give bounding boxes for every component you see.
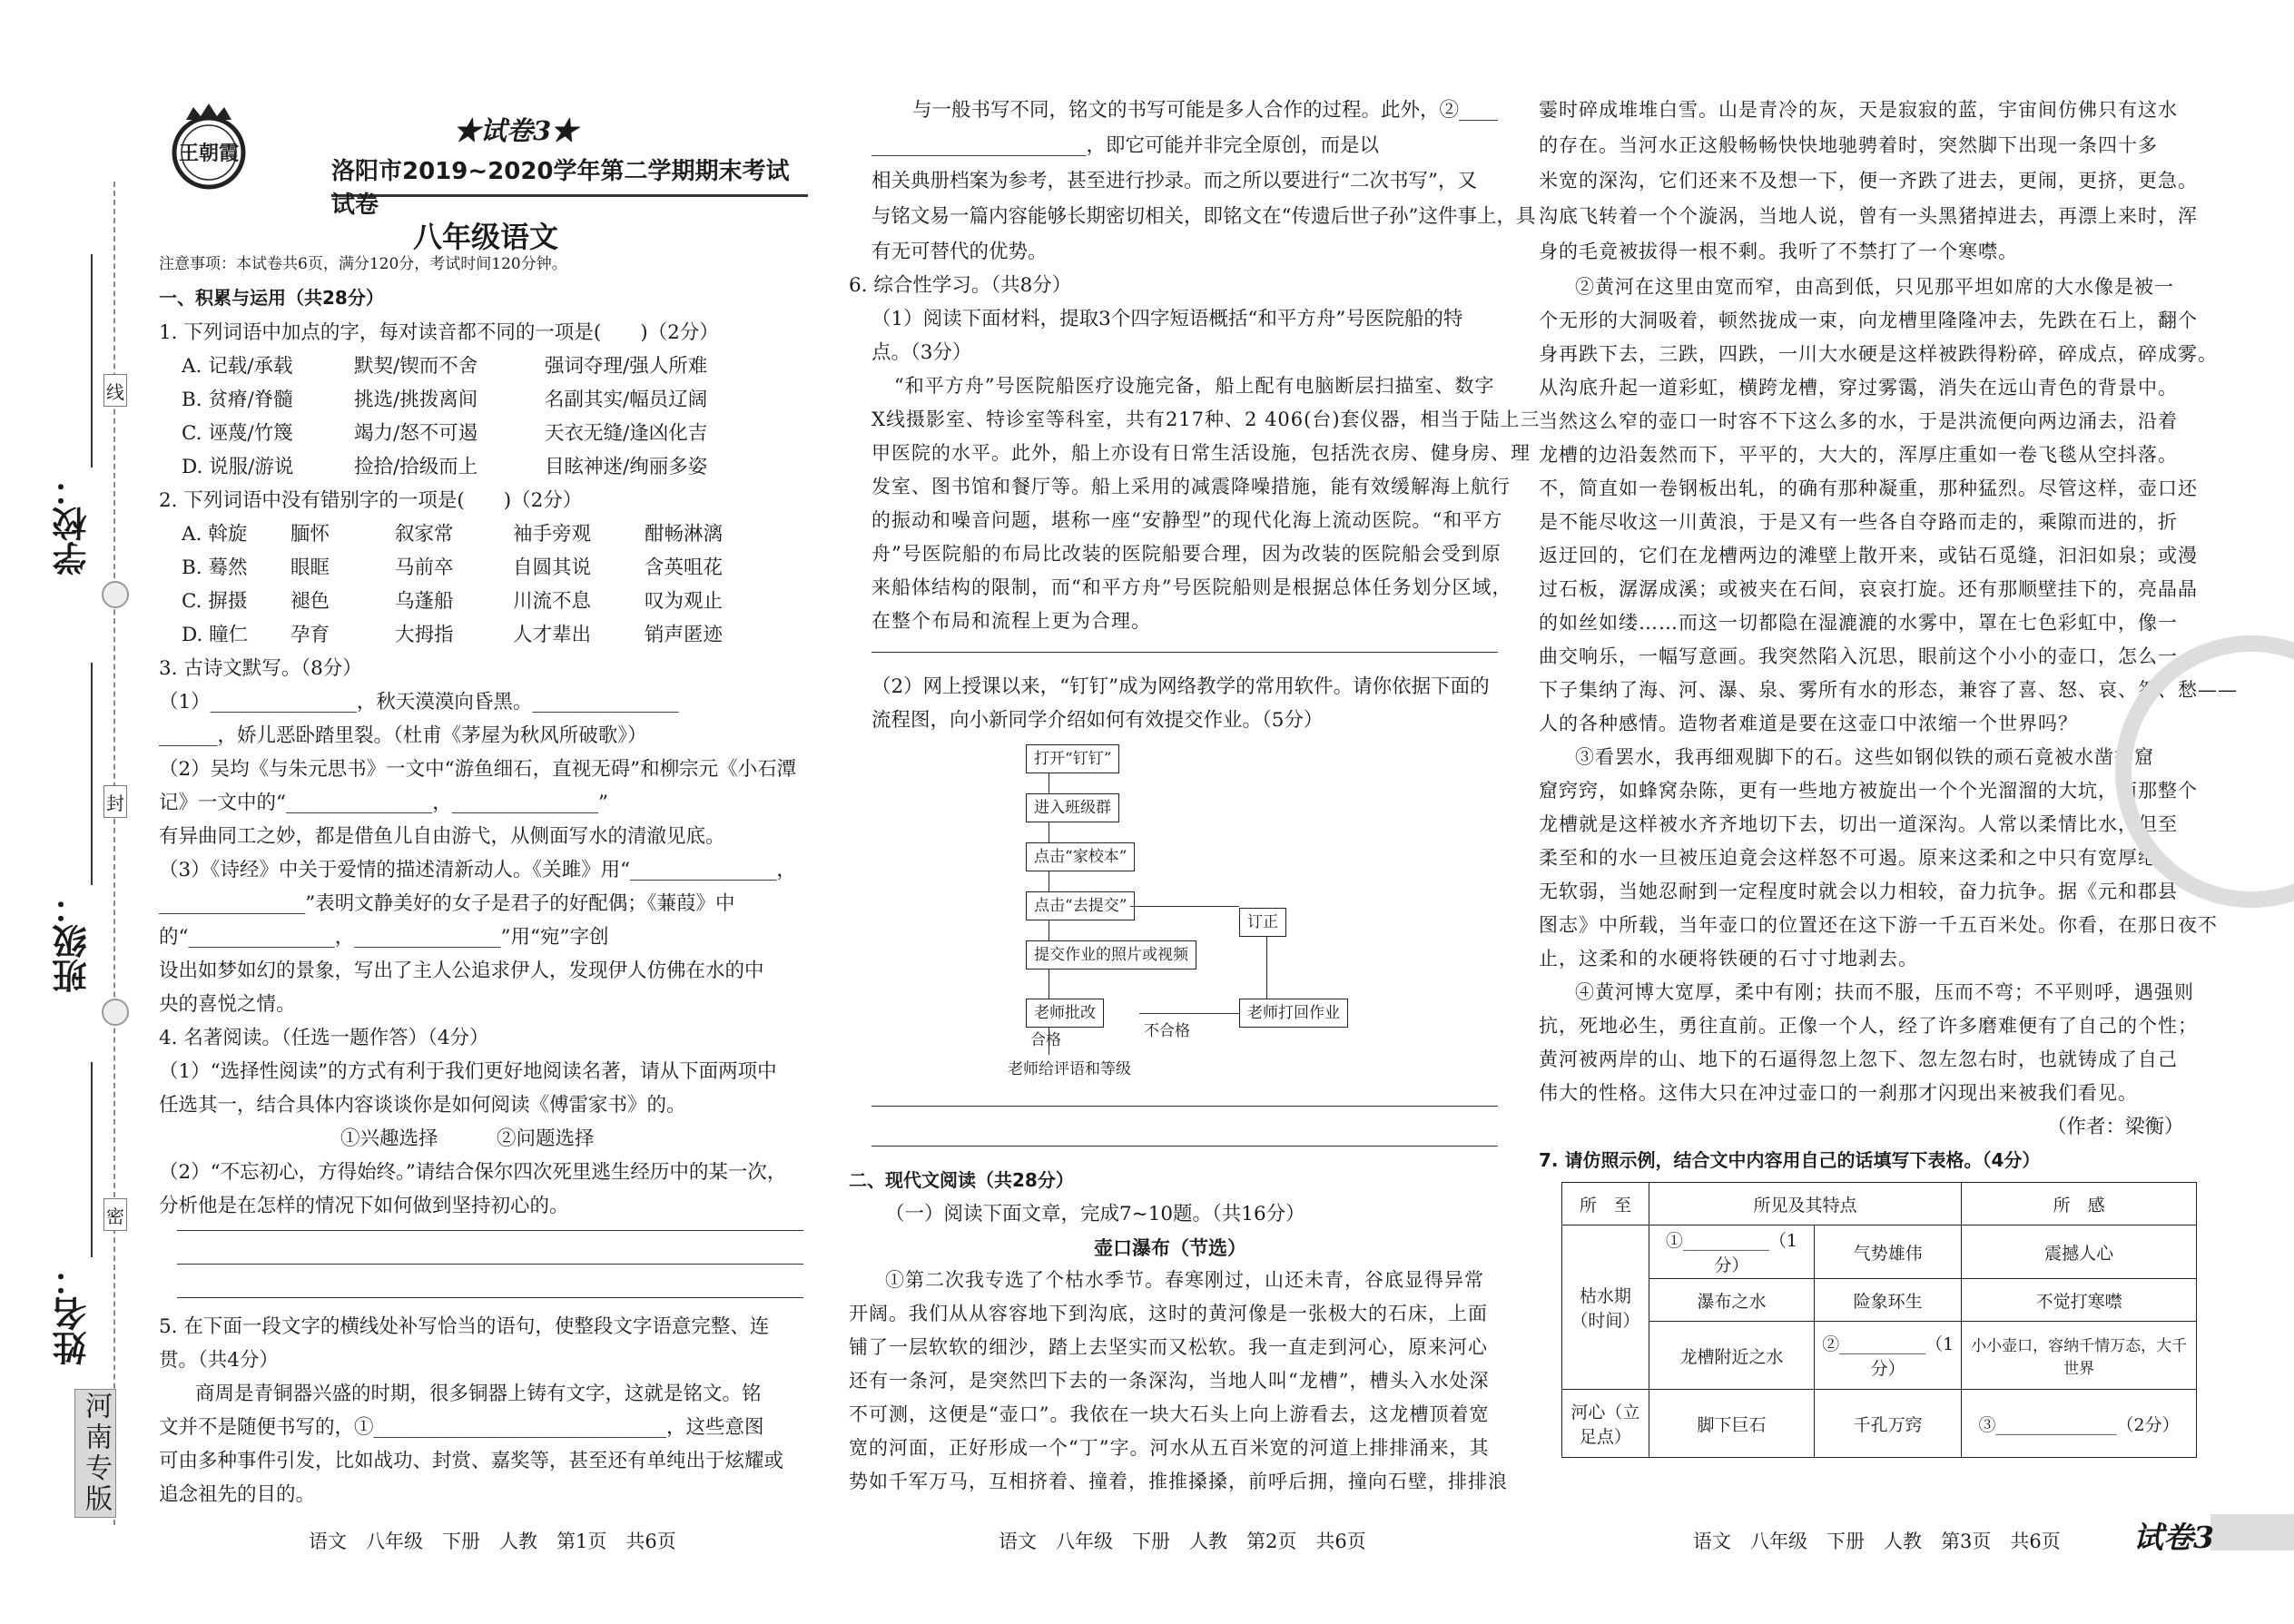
q2-option-c[interactable]: C. 摒摄 褪色 乌蓬船 川流不息 叹为观止 — [182, 590, 724, 613]
page-footer-1: 语文 八年级 下册 人教 第1页 共6页 — [309, 1530, 676, 1552]
flow-step-enter-group: 进入班级群 — [1026, 793, 1119, 822]
flow-label-fail: 不合格 — [1144, 1022, 1190, 1040]
flow-step-correct: 订正 — [1239, 908, 1286, 937]
q7-table — [1561, 1182, 2197, 1458]
answer-line[interactable] — [871, 1106, 1498, 1107]
q6-2-line-a: （2）网上授课以来，“钉钉”成为网络教学的常用软件。请你依据下面的 — [871, 675, 1490, 698]
q5-continue-3: 相关典册档案为参考，甚至进行抄录。而之所以要进行“二次书写”，又 — [871, 170, 1477, 192]
article-line: 人的各种感情。造物者难道是要在这壶口中浓缩一个世界吗？ — [1539, 713, 2078, 734]
article-line: 伟大的性格。这伟大只在冲过壶口的一刹那才闪现出来被我们看见。 — [1539, 1082, 2138, 1104]
class-input-line[interactable] — [91, 663, 93, 885]
article-line: 的存在。当河水正这般畅畅快快地驰骋着时，突然脚下出现一条四十多 — [1539, 134, 2158, 156]
article-line: 沟底飞转着一个个漩涡，当地人说，曾有一头黑猪掉进去，再漂上来时，浑 — [1539, 205, 2198, 227]
q5-passage-3: 可由多种事件引发，比如战功、封赏、嘉奖等，甚至还有单纯出于炫耀或 — [159, 1450, 784, 1472]
brand-name: 王朝霞 — [178, 142, 240, 165]
q4-1-line-b: 任选其一，结合具体内容谈谈你是如何阅读《傅雷家书》的。 — [159, 1094, 686, 1117]
edition-badge: 河南专版 — [74, 1389, 116, 1518]
q2-option-b[interactable]: B. 蓦然 眼眶 马前卒 自圆其说 含英咀花 — [182, 556, 724, 579]
q5-continue-4: 与铭文易一篇内容能够长期密切相关，即铭文在“传遗后世子孙”这件事上，具 — [871, 205, 1536, 228]
article-line: ④黄河博大宽厚，柔中有刚；扶而不服，压而不弯；不平则呼，遇强则 — [1575, 981, 2194, 1003]
article-line: 窟窍窍，如蜂窝杂陈，更有一些地方被旋出一个个光溜溜的大坑，而那整个 — [1539, 780, 2198, 802]
article-line: 当然这么窄的壶口一时容不下这么多的水，于是洪流便向两边涌去，沿着 — [1539, 410, 2178, 432]
article-line: 还有一条河，是突然凹下去的一条深沟，当地人叫“龙槽”，槽头入水处深 — [849, 1370, 1490, 1392]
table-cell: 震撼人心 — [1962, 1225, 2197, 1279]
q5-continue-1[interactable]: 与一般书写不同，铭文的书写可能是多人合作的过程。此外，②____ — [912, 99, 1499, 122]
article-line: 图志》中所载，当年壶口的位置还在这下游一千五百米处。你看，在那日夜不 — [1539, 914, 2218, 936]
q5-passage-1: 商周是青铜器兴盛的时期，很多铜器上铸有文字，这就是铭文。铭 — [195, 1383, 762, 1405]
school-input-line[interactable] — [91, 254, 93, 468]
article-line: 是不能尽收这一川黄浪，于是又有一些各自夺路而走的，乘隙而进的，折 — [1539, 511, 2178, 533]
q6-1-line-a: （1）阅读下面材料，提取3个四字短语概括“和平方舟”号医院船的特 — [871, 308, 1463, 330]
article-line: 黄河被两岸的山、地下的石逼得忽上忽下、忽左忽右时，也就铸成了自己 — [1539, 1048, 2178, 1070]
flow-step-submit: 点击“去提交” — [1026, 891, 1135, 920]
q3-2-line-c: 有异曲同工之妙，都是借鱼儿自由游弋，从侧面写水的清澈见底。 — [159, 825, 725, 848]
notice: 注意事项：本试卷共6页，满分120分，考试时间120分钟。 — [159, 255, 567, 273]
table-cell: 小小壶口，容纳千情万态，大千世界 — [1962, 1322, 2197, 1390]
article-line: 无软弱，当她忍耐到一定程度时就会以力相较，奋力抗争。据《元和郡县 — [1539, 881, 2178, 902]
table-header: 所见及其特点 — [1649, 1183, 1961, 1225]
q3-2-line-b[interactable]: 记》一文中的“_______________，_______________” — [159, 792, 608, 814]
class-label: 班级： — [53, 890, 93, 993]
binding-hole — [102, 999, 129, 1026]
article-line: 开阔。我们从从容容地下到沟底，这时的黄河像是一张极大的石床，上面 — [849, 1303, 1488, 1324]
flow-connector — [1266, 937, 1267, 999]
q6-1-line-b: 点。（3分） — [871, 341, 972, 364]
table-cell: 不觉打寒噤 — [1962, 1279, 2197, 1322]
q4-1-line-a: （1）“选择性阅读”的方式有利于我们更好地阅读名著，请从下面两项中 — [159, 1060, 777, 1083]
material-line: 的振动和噪音问题，堪称一座“安静型”的现代化海上流动医院。“和平方 — [871, 509, 1503, 531]
seal-tag-feng: 封 — [103, 785, 127, 818]
table-cell: 枯水期（时间） — [1562, 1225, 1649, 1390]
q5-passage-4: 追念祖先的目的。 — [159, 1483, 316, 1506]
q2-option-d[interactable]: D. 瞳仁 孕育 大拇指 人才辈出 销声匿迹 — [182, 624, 724, 646]
series-tag: ★试卷3★ — [454, 115, 578, 146]
q6-2-line-b: 流程图，向小新同学介绍如何有效提交作业。（5分） — [871, 709, 1324, 732]
material-line: X线摄影室、特诊室等科室，共有217种、2 406(台)套仪器，相当于陆上三 — [871, 408, 1541, 430]
flow-step-grading: 老师批改 — [1026, 999, 1104, 1028]
q1-option-c[interactable]: C. 诬蔑/竹篾 竭力/怒不可遏 天衣无缝/逢凶化吉 — [182, 422, 708, 445]
section-1-heading: 一、积累与运用（共28分） — [159, 287, 384, 309]
question-5-line-b: 贯。（共4分） — [159, 1349, 279, 1372]
question-6: 6. 综合性学习。（共8分） — [849, 274, 1072, 297]
seal-tag-xian: 线 — [103, 374, 127, 407]
answer-line[interactable] — [871, 1146, 1498, 1147]
article-line: 米宽的深沟，它们还来不及想一下，便一齐跌了进去，更闹，更挤，更急。 — [1539, 170, 2198, 192]
table-answer-cell[interactable]: ③______________（2分） — [1962, 1390, 2197, 1458]
q3-3-line-e: 央的喜悦之情。 — [159, 993, 296, 1016]
question-1: 1. 下列词语中加点的字，每对读音都不同的一项是( )（2分） — [159, 321, 719, 344]
table-answer-cell[interactable]: ②__________（1分） — [1815, 1322, 1962, 1390]
subject-title: 八年级语文 — [413, 220, 559, 254]
article-title: 壶口瀑布（节选） — [1094, 1237, 1246, 1259]
material-line: 来船体结构的限制，而“和平方舟”号医院船则是根据总体任务划分区域， — [871, 576, 1512, 598]
table-header: 所 至 — [1562, 1183, 1649, 1225]
question-5-line-a: 5. 在下面一段文字的横线处补写恰当的语句，使整段文字语意完整、连 — [159, 1315, 770, 1338]
table-header: 所 感 — [1962, 1183, 2197, 1225]
material-line: 甲医院的水平。此外，船上亦设有日常生活设施，包括洗衣房、健身房、理 — [871, 442, 1531, 464]
q2-option-a[interactable]: A. 斡旋 腼怀 叙家常 袖手旁观 酣畅淋漓 — [182, 523, 724, 546]
flow-step-open-dingtalk: 打开“钉钉” — [1026, 744, 1119, 773]
article-line: 身再跌下去，三跌，四跌，一川大水硬是这样被跌得粉碎，碎成点，碎成雾。 — [1539, 343, 2218, 365]
answer-line[interactable] — [177, 1297, 803, 1298]
article-line: 过石板，潺潺成溪；或被夹在石间，哀哀打旋。还有那顺壁挂下的，亮晶晶 — [1539, 578, 2198, 600]
article-line: 柔至和的水一旦被压迫竟会这样怒不可遏。原来这柔和之中只有宽厚绝 — [1539, 847, 2158, 869]
q1-option-d[interactable]: D. 说服/游说 捡拾/拾级而上 目眩神迷/绚丽多姿 — [182, 456, 708, 478]
article-line: 的如丝如缕……而这一切都隐在湿漉漉的水雾中，罩在七色彩虹中，像一 — [1539, 612, 2178, 634]
article-line: ③看罢水，我再细观脚下的石。这些如钢似铁的顽石竟被水凿得窟 — [1575, 746, 2154, 768]
flow-step-upload: 提交作业的照片或视频 — [1026, 940, 1196, 969]
article-line: ①第二次我专选了个枯水季节。春寒刚过，山还未青，谷底显得异常 — [885, 1269, 1484, 1291]
name-label: 姓名： — [53, 1262, 93, 1365]
article-line: 不可测，这便是“壶口”。我依在一块大石头上向上游看去，这龙槽顶着宽 — [849, 1403, 1490, 1425]
table-cell: 气势雄伟 — [1815, 1225, 1962, 1279]
q1-option-b[interactable]: B. 贫瘠/脊髓 挑选/挑拨离间 名副其实/幅员辽阔 — [182, 389, 708, 411]
column-2 — [849, 0, 1541, 1624]
flow-connector — [1139, 1013, 1239, 1014]
column-3 — [1539, 0, 2238, 1624]
article-line: 铺了一层软软的细沙，踏上去坚实而又松软。我一直走到河心，原来河心 — [849, 1336, 1488, 1358]
q1-option-a[interactable]: A. 记载/承载 默契/锲而不舍 强词夺理/强人所难 — [182, 355, 708, 378]
answer-line[interactable] — [177, 1264, 803, 1265]
material-line: 在整个布局和流程上更为合理。 — [871, 610, 1151, 632]
q5-continue-2[interactable]: ______________________，即它可能并非完全原创，而是以 — [871, 134, 1380, 157]
reading-1-instruction: （一）阅读下面文章，完成7~10题。（共16分） — [885, 1203, 1305, 1225]
question-4: 4. 名著阅读。（任选一题作答）（4分） — [159, 1027, 489, 1049]
binding-hole — [102, 581, 129, 608]
flow-label-pass: 合格 — [1030, 1031, 1061, 1049]
section-2-heading: 二、现代文阅读（共28分） — [849, 1169, 1074, 1191]
question-2: 2. 下列词语中没有错别字的一项是( )（2分） — [159, 489, 583, 512]
article-author: （作者：梁衡） — [2047, 1116, 2184, 1138]
article-line: 止，这柔和的水硬将铁硬的石寸寸地剥去。 — [1539, 948, 1918, 969]
article-line: 返迂回的，它们在龙槽两边的滩壁上散开来，或钻石觅缝，汩汩如泉；或漫 — [1539, 545, 2198, 566]
article-line: 抗，死地必生，勇往直前。正像一个人，经了许多磨难便有了自己的个性； — [1539, 1015, 2198, 1037]
article-line: 曲交响乐，一幅写意画。我突然陷入沉思，眼前这个小小的壶口，怎么一 — [1539, 645, 2178, 667]
column-1 — [159, 0, 812, 1624]
article-line: 身的毛竟被拔得一根不剩。我听了不禁打了一个寒噤。 — [1539, 241, 2018, 262]
table-cell: 龙槽附近之水 — [1649, 1322, 1814, 1390]
seal-tag-mi: 密 — [103, 1198, 127, 1231]
binding-strip — [0, 0, 154, 1624]
table-cell: 脚下巨石 — [1649, 1390, 1814, 1458]
answer-line[interactable] — [871, 652, 1498, 653]
q4-1-choices[interactable]: ①兴趣选择 ②问题选择 — [340, 1127, 595, 1150]
q3-3-line-a[interactable]: （3）《诗经》中关于爱情的描述清新动人。《关雎》用“_______________， — [159, 859, 796, 881]
article-line: ②黄河在这里由宽而窄，由高到低，只见那平坦如席的大水像是被一 — [1575, 276, 2174, 298]
question-3: 3. 古诗文默写。（8分） — [159, 657, 362, 680]
flow-end: 老师给评语和等级 — [1008, 1060, 1131, 1078]
exam-title-text: 洛阳市2019~2020学年第二学期期末考试试卷 — [331, 158, 790, 219]
flow-connector — [1130, 906, 1239, 907]
table-cell: 河心（立足点） — [1562, 1390, 1649, 1458]
article-line: 龙槽的边沿轰然而下，平平的，大大的，浑厚庄重如一卷飞毯从空抖落。 — [1539, 444, 2178, 466]
q3-3-line-c[interactable]: 的“_______________，_______________”用“宛”字创 — [159, 926, 609, 949]
corner-band — [2210, 1514, 2294, 1550]
page-footer-2: 语文 八年级 下册 人教 第2页 共6页 — [999, 1530, 1366, 1552]
page-footer-3: 语文 八年级 下册 人教 第3页 共6页 — [1693, 1530, 2061, 1552]
q3-3-line-b[interactable]: _______________”表明文静美好的女子是君子的好配偶；《蒹葭》中 — [159, 892, 735, 915]
article-line: 龙槽就是这样被水齐齐地切下去，切出一道深沟。人常以柔情比水，但至 — [1539, 813, 2178, 835]
article-line: 霎时碎成堆堆白雪。山是青冷的灰，天是寂寂的蓝，宇宙间仿佛只有这水 — [1539, 99, 2178, 121]
q3-3-line-d: 设出如梦如幻的景象，写出了主人公追求伊人，发现伊人仿佛在水的中 — [159, 960, 764, 982]
q3-1-line-b[interactable]: ______，娇儿恶卧踏里裂。（杜甫《茅屋为秋风所破歌》） — [159, 724, 647, 747]
name-input-line[interactable] — [91, 1062, 93, 1257]
table-cell: 千孔万窍 — [1815, 1390, 1962, 1458]
question-7: 7. 请仿照示例，结合文中内容用自己的话填写下表格。（4分） — [1539, 1149, 2041, 1171]
flow-step-return: 老师打回作业 — [1239, 999, 1348, 1028]
table-cell: 瀑布之水 — [1649, 1279, 1814, 1322]
paper-tag: 试卷3 — [2133, 1520, 2214, 1555]
article-line: 不，简直如一卷钢板出轧，的确有那种凝重，那种猛烈。尽管这样，壶口还 — [1539, 477, 2198, 499]
q4-2-line-b: 分析他是在怎样的情况下如何做到坚持初心的。 — [159, 1195, 569, 1217]
table-cell: 险象环生 — [1815, 1279, 1962, 1322]
article-line: 个无形的大洞吸着，顿然拢成一束，向龙槽里隆隆冲去，先跌在石上，翻个 — [1539, 310, 2198, 331]
article-line: 宽的河面，正好形成一个“丁”字。河水从五百米宽的河道上排排涌来，其 — [849, 1437, 1490, 1459]
article-line: 下子集纳了海、河、瀑、泉、雾所有水的形态，兼容了喜、怒、哀、怨、愁—— — [1539, 679, 2238, 701]
q5-continue-5: 有无可替代的优势。 — [871, 241, 1048, 263]
q3-2-line-a: （2）吴均《与朱元思书》一文中“游鱼细石，直视无碍”和柳宗元《小石潭 — [159, 758, 797, 781]
material-line: 发室、图书馆和餐厅等。船上采用的减震降噪措施，能有效缓解海上航行 — [871, 476, 1511, 497]
q5-passage-2[interactable]: 文并不是随便书写的，①______________________________，这些意图 — [159, 1416, 764, 1439]
q4-2-line-a: （2）“不忘初心，方得始终。”请结合保尔四次死里逃生经历中的某一次， — [159, 1161, 787, 1184]
flow-step-homework: 点击“家校本” — [1026, 842, 1135, 871]
material-line: 舟”号医院船的布局比改装的医院船要合理，因为改装的医院船会受到原 — [871, 543, 1501, 565]
article-line: 势如千军万马，互相挤着、撞着，推推搡搡，前呼后拥，撞向石壁，排排浪 — [849, 1471, 1508, 1492]
answer-line[interactable] — [177, 1230, 803, 1231]
material-line: “和平方舟”号医院船医疗设施完备，船上配有电脑断层扫描室、数字 — [894, 375, 1495, 397]
q3-1-line-a[interactable]: （1）_______________，秋天漠漠向昏黑。_______________ — [159, 691, 679, 714]
school-label: 学校： — [53, 472, 93, 576]
table-answer-cell[interactable]: ①__________（1分） — [1649, 1225, 1814, 1279]
article-line: 从沟底升起一道彩虹，横跨龙槽，穿过雾霭，消失在远山青色的背景中。 — [1539, 377, 2178, 399]
